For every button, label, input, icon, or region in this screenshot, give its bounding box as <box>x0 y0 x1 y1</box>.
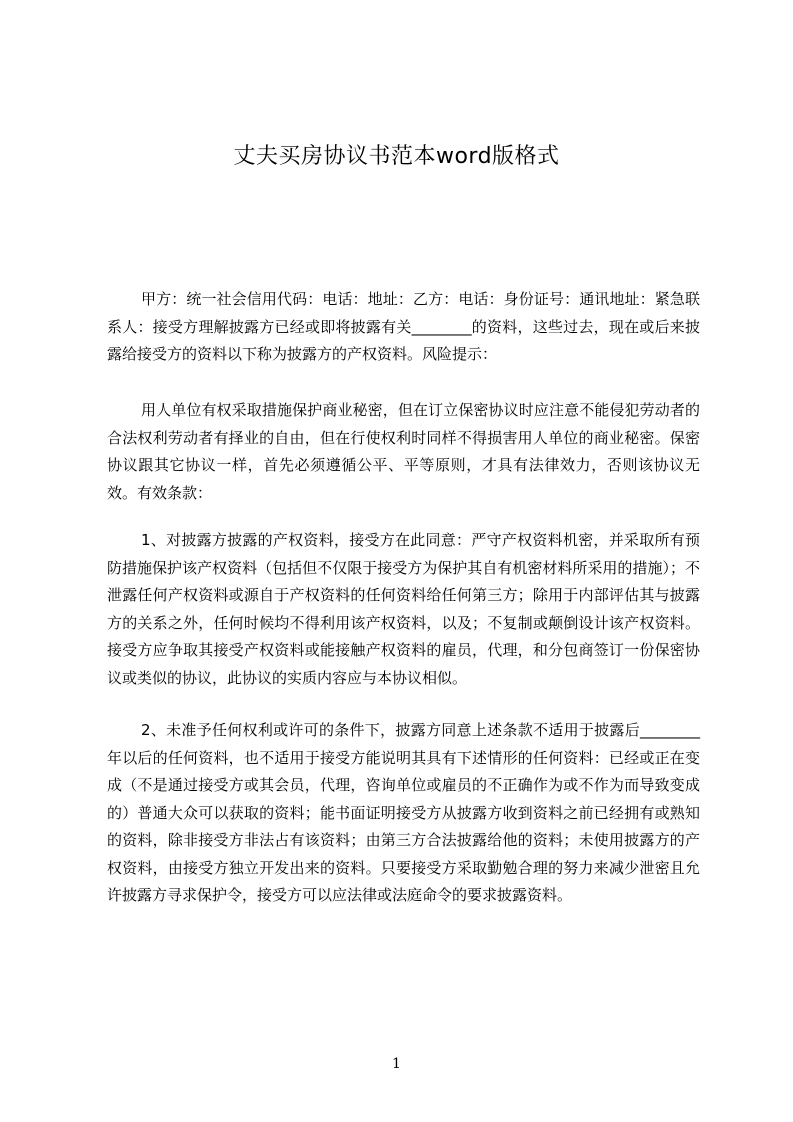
page-number: 1 <box>392 1056 401 1072</box>
paragraph-parties: 甲方：统一社会信用代码：电话：地址：乙方：电话：身份证号：通讯地址：紧急联系人：接受方理解披露方已经或即将披露有关________的资料，这些过去，现在或后来披露给接受方的资料以下称为披露方的产权资料。风险提示： <box>107 290 700 363</box>
paragraph-clause-2: 2、未准予任何权利或许可的条件下，披露方同意上述条款不适用于披露后________年以后的任何资料，也不适用于接受方能说明其具有下述情形的任何资料：已经或正在变成（不是通过接受方或其会员，代理，咨询单位或雇员的不正确作为或不作为而导致变成的）普通大众可以获取的资料；能书面证明接受方从披露方收到资料之前已经拥有或熟知的资料，除非接受方非法占有该资料；由第三方合法披露给他的资料；未使用披露方的产权资料，由接受方独立开发出来的资料。只要接受方采取勤勉合理的努力来减少泄密且允许披露方寻求保护令，接受方可以应法律或法庭命令的要求披露资料。 <box>107 721 700 904</box>
paragraph-clause-1: 1、对披露方披露的产权资料，接受方在此同意：严守产权资料机密，并采取所有预防措施保护该产权资料（包括但不仅限于接受方为保护其自有机密材料所采用的措施）；不泄露任何产权资料或源自于产权资料的任何资料给任何第三方；除用于内部评估其与披露方的关系之外，任何时候均不得利用该产权资料，以及；不复制或颠倒设计该产权资料。接受方应争取其接受产权资料或能接触产权资料的雇员，代理，和分包商签订一份保密协议或类似的协议，此协议的实质内容应与本协议相似。 <box>107 531 700 687</box>
paragraph-risk-notice: 用人单位有权采取措施保护商业秘密，但在订立保密协议时应注意不能侵犯劳动者的合法权利劳动者有择业的自由，但在行使权利时同样不得损害用人单位的商业秘密。保密协议跟其它协议一样，首先必须遵循公平、平等原则，才具有法律效力，否则该协议无效。有效条款： <box>107 401 700 502</box>
document-title: 丈夫买房协议书范本word版格式 <box>233 144 560 169</box>
